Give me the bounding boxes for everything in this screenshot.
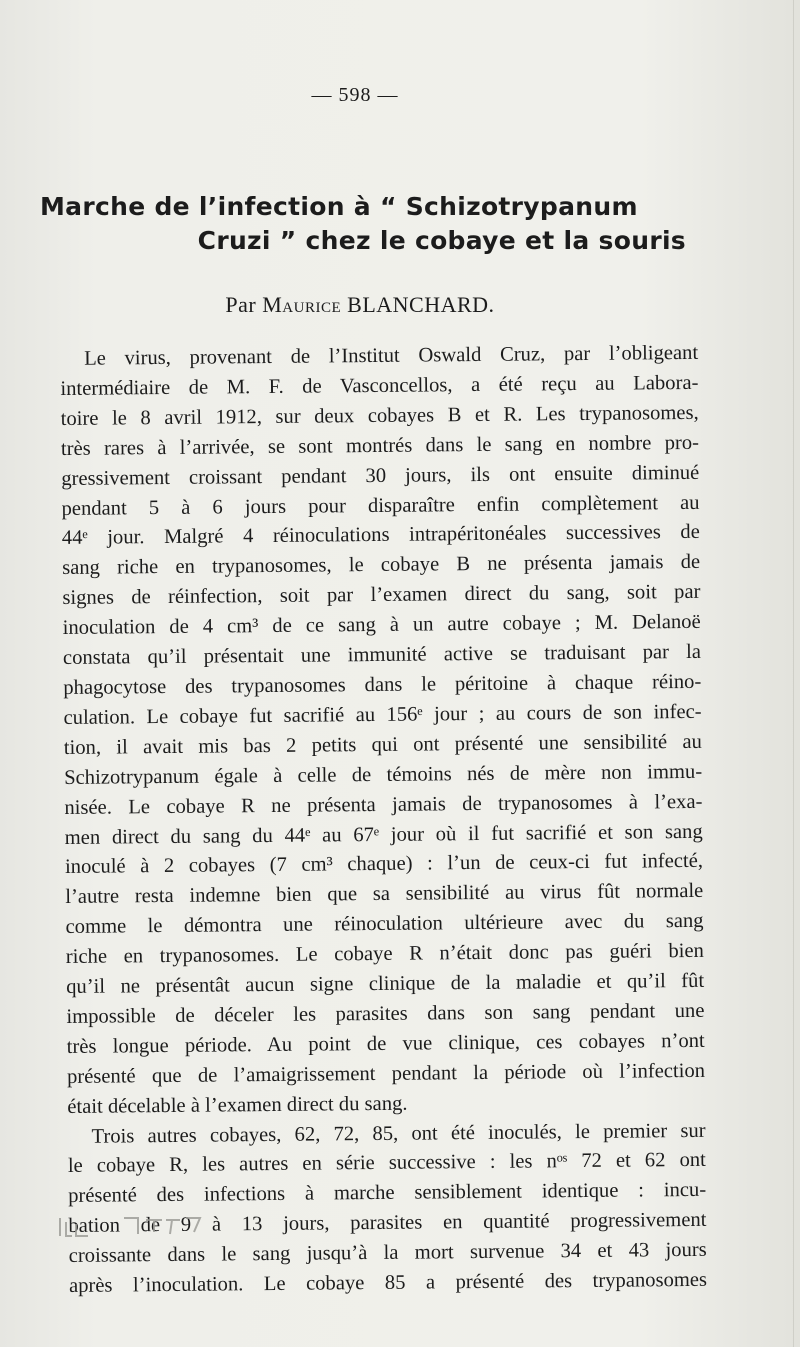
body-line: intermédiaire de M. F. de Vasconcellos, a été reçu au Labora- [60, 371, 699, 400]
body-line: bation de 9 à 13 jours, parasites en quantité progressivement [68, 1209, 707, 1238]
body-line: était décelable à l’examen direct du sang. [67, 1092, 408, 1118]
body-line: le cobaye R, les autres en série successive : les nᵒˢ 72 et 62 ont [67, 1149, 706, 1178]
byline-prefix: Par [225, 292, 257, 317]
body-line: inoculé à 2 cobayes (7 cm³ chaque) : l’un de ceux-ci fut infecté, [64, 850, 704, 879]
body-line: toire le 8 avril 1912, sur deux cobayes B et R. Les trypanosomes, [60, 401, 699, 430]
page-number: — 598 — [311, 84, 399, 106]
page-edge [793, 0, 794, 1347]
author-first-name: Maurice [262, 292, 342, 317]
body-line: phagocytose des trypanosomes dans le péritoine à chaque réino- [63, 670, 702, 699]
body-line: après l’inoculation. Le cobaye 85 a présenté des trypanosomes [68, 1268, 708, 1298]
body-line: signes de réinfection, soit par l’examen direct du sang, soit par [62, 581, 701, 610]
body-line: Trois autres cobayes, 62, 72, 85, ont été inoculés, le premier sur [91, 1119, 706, 1148]
article-body [60, 339, 707, 1302]
body-line: croissante dans le sang jusqu’à la mort survenue 34 et 43 jours [68, 1239, 707, 1268]
body-line: l’autre resta indemne bien que sa sensibilité au virus fût normale [65, 880, 704, 909]
body-line: 44ᵉ jour. Malgré 4 réinoculations intrapéritonéales successives de [61, 521, 700, 550]
body-line: Le virus, provenant de l’Institut Oswald Cruz, par l’obligeant [84, 341, 699, 370]
body-line: culation. Le cobaye fut sacrifié au 156ᵉ jour ; au cours de son infec- [63, 700, 702, 729]
body-line: impossible de déceler les parasites dans son sang pendant une [66, 999, 705, 1028]
body-line: men direct du sang du 44ᵉ au 67ᵉ jour où il fut sacrifié et son sang [64, 820, 703, 849]
article-title-line-1: Marche de l’infection à “ Schizotrypanum [40, 192, 638, 221]
library-stamp-mark [58, 1212, 208, 1242]
body-line: nisée. Le cobaye R ne présenta jamais de trypanosomes à l’exa- [64, 790, 703, 819]
body-line: riche en trypanosomes. Le cobaye R n’était donc pas guéri bien [65, 939, 704, 969]
body-line: gressivement croissant pendant 30 jours, ils ont ensuite diminué [61, 461, 700, 490]
author-last-name: BLANCHARD. [347, 292, 495, 317]
byline [0, 292, 720, 318]
body-line: Schizotrypanum égale à celle de témoins nés de mère non immu- [64, 760, 703, 789]
body-line: sang riche en trypanosomes, le cobaye B ne présenta jamais de [62, 551, 701, 580]
body-line: comme le démontra une réinoculation ultérieure avec du sang [65, 910, 704, 939]
body-line: très rares à l’arrivée, se sont montrés dans le sang en nombre pro- [60, 431, 700, 460]
body-line: présenté que de l’amaigrissement pendant la période où l’infection [66, 1059, 706, 1088]
article-title-line-2: Cruzi ” chez le cobaye et la souris [197, 226, 686, 255]
body-line: très longue période. Au point de vue clinique, ces cobayes n’ont [66, 1029, 705, 1058]
body-line: pendant 5 à 6 jours pour disparaître enfin complètement au [61, 491, 700, 520]
body-line: présenté des infections à marche sensiblement identique : incu- [68, 1179, 707, 1208]
body-line: tion, il avait mis bas 2 petits qui ont présenté une sensibilité au [63, 730, 702, 759]
body-line: qu’il ne présentât aucun signe clinique de la maladie et qu’il fût [66, 969, 705, 999]
body-line: constata qu’il présentait une immunité active se traduisant par la [62, 640, 702, 670]
body-line: inoculation de 4 cm³ de ce sang à un autre cobaye ; M. Delanoë [62, 611, 701, 640]
